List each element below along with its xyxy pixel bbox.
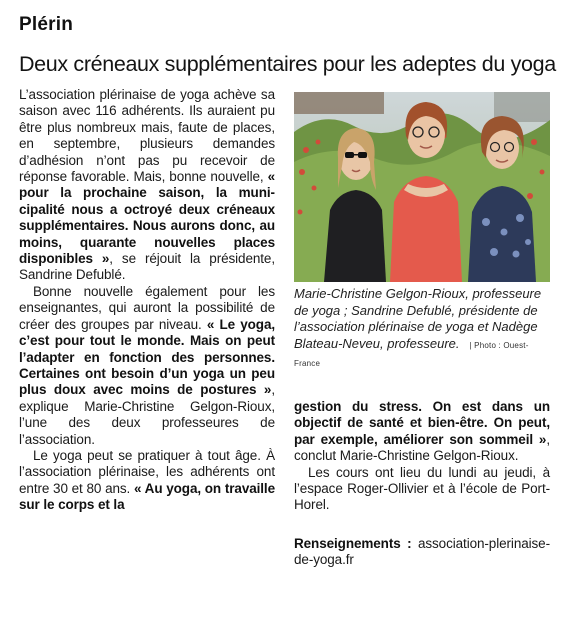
photo-illustration: [294, 92, 550, 282]
photo-caption: [294, 286, 552, 373]
paragraph-schedule: [294, 465, 550, 514]
paragraph-info: [294, 536, 550, 569]
caption-text: Marie-Christine Gelgon-Rioux, professeure de yoga ; Sandrine Defublé, présidente de l’association plérinaise de yoga et Nadège Blateau-Neveu, professeure.: [294, 286, 542, 351]
article-photo: [294, 92, 550, 282]
text-run: Les cours ont lieu du lundi au jeudi, à l’espace Roger-Ollivier et à l’école de Port-Horel.: [294, 464, 550, 513]
text-run: , explique Marie-Christine Gelgon-Rioux, l’une des deux professeures de l’association.: [19, 382, 275, 447]
bold-text-run: « Au yoga, on travaille sur le corps et la: [19, 480, 275, 513]
text-run: , conclut Marie-Christine Gelgon-Rioux.: [294, 431, 550, 464]
paragraph-teachers: [19, 284, 275, 448]
left-column: [19, 87, 275, 514]
article-headline: Deux créneaux supplémentaires pour les adeptes du yoga: [19, 52, 556, 76]
bold-text-run: « pour la prochaine saison, la municipalité nous a octroyé deux créneaux supplémentaires. Nous aurons donc, au moins, quarante nouvelles places disponibles »: [19, 169, 275, 267]
bold-text-run: gestion du stress. On est dans un objectif de santé et bien-être. On peut, par exemple, améliorer son sommeil »: [294, 399, 550, 447]
text-run: association-plerinaise-de-yoga.fr: [294, 535, 550, 568]
text-run: Bonne nouvelle également pour les enseignantes, qui auront la possibilité de créer des groupes par niveau.: [19, 283, 275, 332]
bold-text-run: « Le yoga, c’est pour tout le monde. Mais on peut l’adapter en fonction des personnes. Certaines ont besoin d’un yoga un peu plus doux avec moins de postures »: [19, 316, 276, 398]
photo-rooftop: [294, 92, 384, 114]
paragraph-stress: [294, 399, 550, 465]
photo-credit: | Photo : Ouest-France: [294, 340, 529, 369]
paragraph-intro: [19, 87, 275, 284]
text-run: Le yoga peut se pratiquer à tout âge. À l’association plérinaise, les adhérents ont entre 30 et 80 ans.: [19, 447, 275, 496]
right-column: [294, 399, 550, 569]
text-run: L’association plérinaise de yoga achève sa saison avec 116 adhérents. Ils auraient pu être plus nombreux mais, faute de places, en septembre, plusieurs demandes d’adhésion n’ont pas pu recevoir de réponse favorable. Mais, bonne nouvelle,: [19, 87, 275, 185]
location-heading: Plérin: [19, 14, 73, 35]
paragraph-age: [19, 448, 275, 514]
text-run: , se réjouit la présidente, Sandrine Defublé.: [19, 251, 275, 283]
bold-text-run: Renseignements :: [294, 535, 412, 551]
